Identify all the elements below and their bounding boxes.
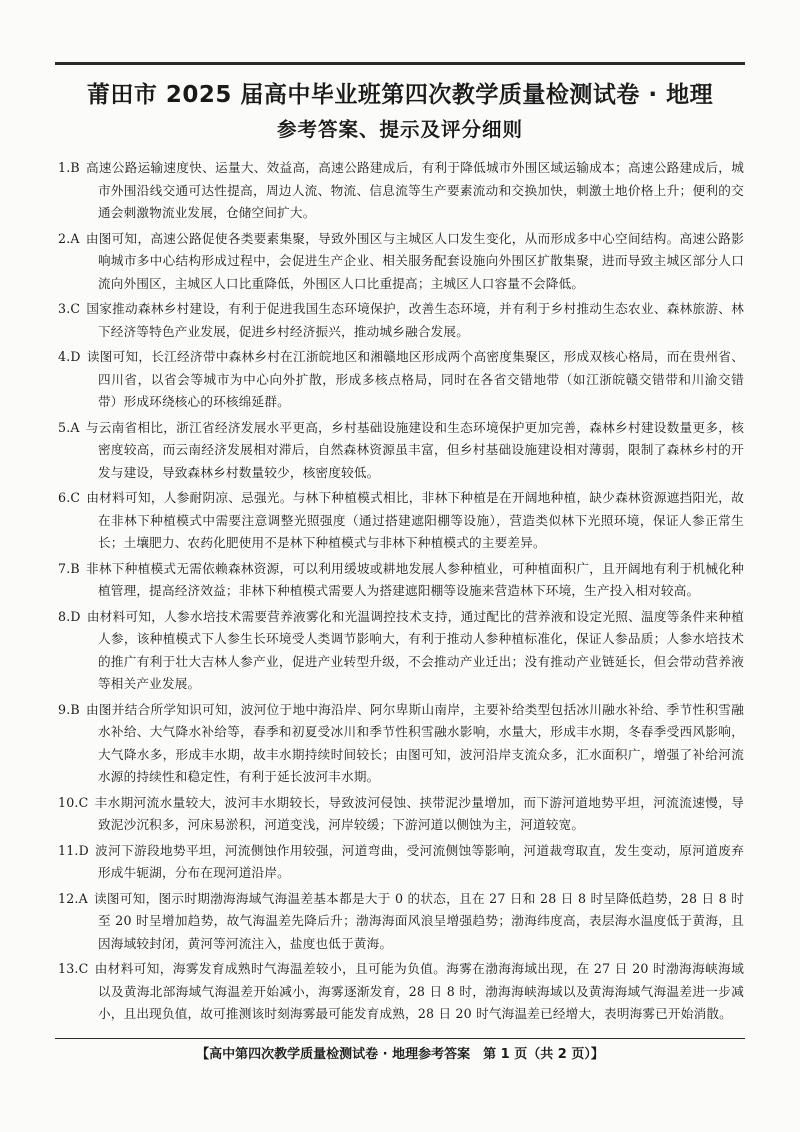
answer-item bbox=[58, 888, 744, 956]
answer-item bbox=[58, 958, 744, 1026]
answer-item bbox=[58, 606, 744, 696]
answer-explanation: 由材料可知，海雾发育成熟时气海温差较小，且可能为负值。海雾在渤海海域出现，在 27 日 20 时渤海海峡海域以及黄海北部海域气海温差开始减小，海雾逐渐发育，28 日 8 时，渤海海峡海域以及黄海海域气海温差进一步减小，且出现负值，故可推测该时刻海雾最可能发育成熟，28 日 20 时气海温差已经增大，表明海雾已开始消散。 bbox=[94, 961, 744, 1021]
answer-explanation: 读图可知，图示时期渤海海域气海温差基本都是大于 0 的状态，且在 27 日和 28 日 8 时呈降低趋势，28 日 8 时至 20 时呈增加趋势，故气海温差先降后升；渤海海面风浪呈增强趋势；渤海纬度高，表层海水温度低于黄海，且因海域较封闭，黄河等河流注入，盐度也低于黄海。 bbox=[93, 890, 744, 951]
answer-key: C bbox=[78, 794, 89, 810]
answer-key: B bbox=[70, 560, 80, 576]
top-divider bbox=[55, 62, 745, 65]
answer-item bbox=[58, 346, 744, 414]
answer-explanation: 高速公路运输速度快、运量大、效益高，高速公路建成后，有利于降低城市外围区域运输成本；高速公路建成后，城市外围沿线交通可达性提高，周边人流、物流、信息流等生产要素流动和交换加快，刺激土地价格上升；便利的交通会刺激物流业发展，仓储空间扩大。 bbox=[85, 160, 744, 220]
answer-key: C bbox=[78, 961, 89, 976]
answer-item bbox=[58, 699, 744, 789]
page-footer: 【高中第四次教学质量检测试卷 · 地理参考答案 第 1 页（共 2 页）】 bbox=[196, 1047, 604, 1062]
answer-key: C bbox=[70, 301, 81, 316]
answer-key: B bbox=[70, 160, 80, 175]
answer-explanation: 波河下游段地势平坦，河流侧蚀作用较强，河道弯曲，受河流侧蚀等影响，河道裁弯取直，发生变动，原河道废弃形成牛轭湖，分布在现河道沿岸。 bbox=[94, 842, 744, 880]
question-number: 13. bbox=[58, 961, 79, 976]
answer-item bbox=[58, 792, 744, 837]
question-number: 11. bbox=[58, 842, 79, 858]
answer-item bbox=[58, 228, 744, 296]
answer-explanation: 与云南省相比，浙江省经济发展水平更高，乡村基础设施建设和生态环境保护更加完善，森林乡村建设数量更多，核密度较高，而云南经济发展相对滞后，自然森林资源虽丰富，但乡村基础设施建设相对薄弱，限制了森林乡村的开发与建设，导致森林乡村数量较少，核密度较低。 bbox=[85, 419, 744, 480]
question-number: 8. bbox=[58, 608, 71, 624]
answer-key: A bbox=[78, 890, 88, 906]
answer-item bbox=[58, 558, 744, 603]
question-number: 7. bbox=[58, 560, 71, 576]
answer-explanation: 由材料可知，人参耐阴凉、忌强光。与林下种植模式相比，非林下种植是在开阔地种植，缺少森林资源遮挡阳光，故在非林下种植模式中需要注意调整光照强度（通过搭建遮阳棚等设施），营造类似林下光照环境，保证人参正常生长；土壤肥力、农药化肥使用不是林下种植模式与非林下种植模式的主要差异。 bbox=[86, 490, 744, 550]
answer-key: D bbox=[70, 608, 81, 624]
page-subtitle: 参考答案、提示及评分细则 bbox=[276, 118, 523, 141]
question-number: 9. bbox=[58, 701, 71, 717]
question-number: 2. bbox=[58, 230, 71, 246]
question-number: 5. bbox=[58, 419, 71, 435]
answer-item bbox=[58, 487, 744, 555]
answer-item bbox=[58, 157, 744, 225]
answer-item bbox=[58, 840, 744, 885]
answer-list bbox=[58, 157, 744, 1029]
answer-key: D bbox=[70, 349, 81, 364]
answer-key: D bbox=[78, 842, 89, 858]
answer-item bbox=[58, 298, 744, 343]
page-title: 莆田市 2025 届高中毕业班第四次教学质量检测试卷 · 地理 bbox=[86, 82, 714, 108]
answer-explanation: 国家推动森林乡村建设，有利于促进我国生态环境保护，改善生态环境，并有利于乡村推动生态农业、森林旅游、林下经济等特色产业发展，促进乡村经济振兴，推动城乡融合发展。 bbox=[86, 301, 744, 339]
answer-explanation: 由图可知，高速公路促使各类要素集聚，导致外围区与主城区人口发生变化，从而形成多中心空间结构。高速公路影响城市多中心结构形成过程中，会促进生产企业、相关服务配套设施向外围区扩散集聚，进而导致主城区部分人口流向外围区，主城区人口比重降低，外围区人口比重提高；主城区人口容量不会降低。 bbox=[85, 230, 744, 291]
footer-divider bbox=[55, 1038, 745, 1039]
answer-explanation: 读图可知，长江经济带中森林乡村在江浙皖地区和湘赣地区形成两个高密度集聚区，形成双核心格局，而在贵州省、四川省，以省会等城市为中心向外扩散，形成多核点格局，同时在各省交错地带（如江浙皖赣交错带和川渝交错带）形成环绕核心的环核绵延群。 bbox=[86, 349, 744, 409]
question-number: 12. bbox=[58, 890, 79, 906]
answer-explanation: 非林下种植模式无需依赖森林资源，可以利用缓坡或耕地发展人参种植业，可种植面积广，且开阔地有利于机械化种植管理，提高经济效益；非林下种植模式需要人为搭建遮阳棚等设施来营造林下环境，生产投入相对较高。 bbox=[85, 560, 744, 598]
question-number: 3. bbox=[58, 301, 71, 316]
answer-item bbox=[58, 417, 744, 485]
question-number: 6. bbox=[58, 490, 71, 505]
question-number: 4. bbox=[58, 349, 71, 364]
answer-explanation: 由材料可知，人参水培技术需要营养液雾化和光温调控技术支持，通过配比的营养液和设定光照、温度等条件来种植人参，该种植模式下人参生长环境受人类调节影响大，有利于推动人参种植标准化，保证人参品质；人参水培技术的推广有利于壮大吉林人参产业，促进产业转型升级，不会推动产业迁出；没有推动产业链延长，但会带动营养液等相关产业发展。 bbox=[86, 608, 744, 691]
answer-explanation: 丰水期河流水量较大，波河丰水期较长，导致波河侵蚀、挟带泥沙量增加，而下游河道地势平坦，河流流速慢，导致泥沙沉积多，河床易淤积，河道变浅，河岸较缓；下游河道以侧蚀为主，河道较宽。 bbox=[94, 794, 744, 832]
answer-key: B bbox=[70, 701, 80, 717]
answer-key: A bbox=[70, 230, 80, 246]
answer-key: C bbox=[70, 490, 81, 505]
question-number: 1. bbox=[58, 160, 71, 175]
question-number: 10. bbox=[58, 794, 79, 810]
answer-key: A bbox=[70, 419, 80, 435]
answer-explanation: 由图并结合所学知识可知，波河位于地中海沿岸、阿尔卑斯山南岸，主要补给类型包括冰川融水补给、季节性积雪融水补给、大气降水补给等，春季和初夏受冰川和季节性积雪融水影响，水量大，形成丰水期，冬春季受西风影响，大气降水多，形成丰水期，故丰水期持续时间较长；由图可知，波河沿岸支流众多，汇水面积广，增强了补给河流水源的持续性和稳定性，有利于延长波河丰水期。 bbox=[85, 701, 744, 784]
